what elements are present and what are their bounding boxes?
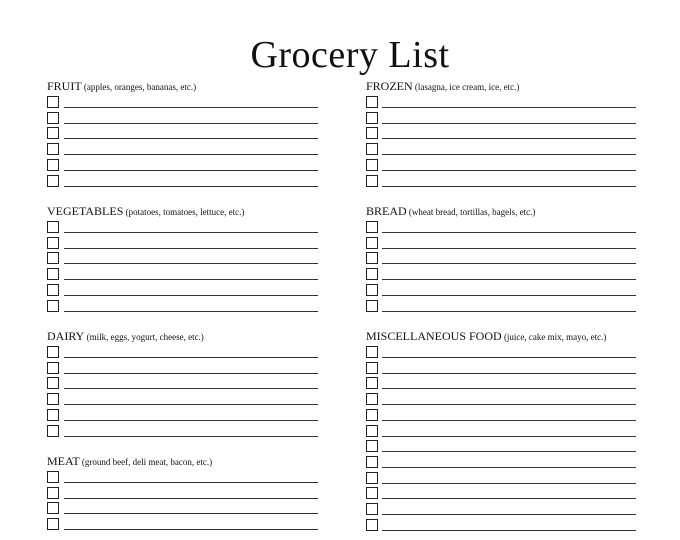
writing-line[interactable] bbox=[382, 498, 636, 499]
checkbox[interactable] bbox=[47, 96, 59, 108]
list-item bbox=[366, 377, 636, 391]
checkbox[interactable] bbox=[366, 284, 378, 296]
writing-line[interactable] bbox=[382, 404, 636, 405]
list-item bbox=[47, 237, 318, 251]
writing-line[interactable] bbox=[64, 373, 318, 374]
list-item bbox=[366, 284, 636, 298]
category-examples: (juice, cake mix, mayo, etc.) bbox=[501, 332, 607, 342]
checkbox[interactable] bbox=[366, 503, 378, 515]
list-item bbox=[47, 377, 318, 391]
checkbox[interactable] bbox=[366, 377, 378, 389]
checkbox[interactable] bbox=[366, 175, 378, 187]
list-item bbox=[47, 221, 318, 235]
list-item bbox=[366, 112, 636, 126]
checkbox[interactable] bbox=[47, 300, 59, 312]
writing-line[interactable] bbox=[64, 107, 318, 108]
list-item bbox=[47, 159, 318, 173]
writing-line[interactable] bbox=[382, 263, 636, 264]
list-item bbox=[47, 362, 318, 376]
checkbox[interactable] bbox=[47, 518, 59, 530]
writing-line[interactable] bbox=[382, 232, 636, 233]
checkbox[interactable] bbox=[47, 237, 59, 249]
section-header bbox=[366, 204, 535, 219]
writing-line[interactable] bbox=[64, 123, 318, 124]
checkbox[interactable] bbox=[47, 159, 59, 171]
writing-line[interactable] bbox=[382, 138, 636, 139]
list-item bbox=[47, 300, 318, 314]
writing-line[interactable] bbox=[64, 248, 318, 249]
list-item bbox=[366, 159, 636, 173]
checkbox[interactable] bbox=[47, 362, 59, 374]
list-item bbox=[366, 393, 636, 407]
checkbox[interactable] bbox=[47, 221, 59, 233]
list-item bbox=[47, 268, 318, 282]
section-header bbox=[366, 329, 606, 344]
category-examples: (ground beef, deli meat, bacon, etc.) bbox=[79, 457, 213, 467]
checkbox[interactable] bbox=[366, 127, 378, 139]
list-item bbox=[366, 96, 636, 110]
list-item bbox=[366, 175, 636, 189]
writing-line[interactable] bbox=[64, 138, 318, 139]
writing-line[interactable] bbox=[382, 311, 636, 312]
writing-line[interactable] bbox=[64, 154, 318, 155]
checkbox[interactable] bbox=[366, 440, 378, 452]
list-item bbox=[366, 409, 636, 423]
checkbox[interactable] bbox=[366, 300, 378, 312]
writing-line[interactable] bbox=[64, 529, 318, 530]
section-header bbox=[47, 329, 204, 344]
writing-line[interactable] bbox=[64, 279, 318, 280]
writing-line[interactable] bbox=[64, 388, 318, 389]
writing-line[interactable] bbox=[64, 482, 318, 483]
list-item bbox=[366, 425, 636, 439]
writing-line[interactable] bbox=[382, 186, 636, 187]
category-examples: (wheat bread, tortillas, bagels, etc.) bbox=[406, 207, 536, 217]
writing-line[interactable] bbox=[382, 279, 636, 280]
checkbox[interactable] bbox=[366, 159, 378, 171]
list-item bbox=[366, 237, 636, 251]
writing-line[interactable] bbox=[382, 483, 636, 484]
list-item bbox=[366, 300, 636, 314]
writing-line[interactable] bbox=[382, 357, 636, 358]
list-item bbox=[47, 96, 318, 110]
list-item bbox=[47, 487, 318, 501]
list-item bbox=[47, 112, 318, 126]
category-label: MEAT bbox=[47, 454, 80, 468]
list-item bbox=[366, 472, 636, 486]
checkbox[interactable] bbox=[366, 393, 378, 405]
checkbox[interactable] bbox=[366, 456, 378, 468]
list-item bbox=[366, 519, 636, 533]
category-label: DAIRY bbox=[47, 329, 85, 343]
category-label: FRUIT bbox=[47, 79, 82, 93]
list-item bbox=[366, 268, 636, 282]
category-examples: (lasagna, ice cream, ice, etc.) bbox=[412, 82, 520, 92]
list-item bbox=[47, 393, 318, 407]
list-item bbox=[366, 252, 636, 266]
writing-line[interactable] bbox=[64, 420, 318, 421]
writing-line[interactable] bbox=[64, 170, 318, 171]
checkbox[interactable] bbox=[366, 519, 378, 531]
checkbox[interactable] bbox=[47, 393, 59, 405]
writing-line[interactable] bbox=[382, 451, 636, 452]
list-item bbox=[47, 284, 318, 298]
checkbox[interactable] bbox=[47, 425, 59, 437]
list-item bbox=[366, 362, 636, 376]
writing-line[interactable] bbox=[64, 295, 318, 296]
checkbox[interactable] bbox=[47, 127, 59, 139]
checkbox[interactable] bbox=[47, 502, 59, 514]
list-item bbox=[47, 175, 318, 189]
category-examples: (milk, eggs, yogurt, cheese, etc.) bbox=[84, 332, 204, 342]
writing-line[interactable] bbox=[64, 263, 318, 264]
writing-line[interactable] bbox=[64, 311, 318, 312]
checkbox[interactable] bbox=[366, 409, 378, 421]
writing-line[interactable] bbox=[382, 388, 636, 389]
writing-line[interactable] bbox=[382, 123, 636, 124]
checkbox[interactable] bbox=[47, 409, 59, 421]
list-item bbox=[366, 503, 636, 517]
list-item bbox=[47, 502, 318, 516]
writing-line[interactable] bbox=[382, 373, 636, 374]
checkbox[interactable] bbox=[366, 472, 378, 484]
page-title: Grocery List bbox=[250, 34, 450, 76]
writing-line[interactable] bbox=[382, 170, 636, 171]
checkbox[interactable] bbox=[366, 268, 378, 280]
checkbox[interactable] bbox=[47, 377, 59, 389]
checkbox[interactable] bbox=[366, 237, 378, 249]
list-item bbox=[366, 143, 636, 157]
list-item bbox=[47, 252, 318, 266]
checkbox[interactable] bbox=[47, 471, 59, 483]
writing-line[interactable] bbox=[382, 467, 636, 468]
writing-line[interactable] bbox=[64, 513, 318, 514]
writing-line[interactable] bbox=[382, 530, 636, 531]
checkbox[interactable] bbox=[366, 221, 378, 233]
writing-line[interactable] bbox=[382, 107, 636, 108]
list-item bbox=[366, 346, 636, 360]
checkbox[interactable] bbox=[366, 143, 378, 155]
writing-line[interactable] bbox=[382, 436, 636, 437]
writing-line[interactable] bbox=[382, 248, 636, 249]
section-header bbox=[366, 79, 519, 94]
category-label: MISCELLANEOUS FOOD bbox=[366, 329, 502, 343]
checkbox[interactable] bbox=[366, 112, 378, 124]
writing-line[interactable] bbox=[64, 436, 318, 437]
checkbox[interactable] bbox=[366, 487, 378, 499]
section-header bbox=[47, 454, 212, 469]
checkbox[interactable] bbox=[47, 268, 59, 280]
writing-line[interactable] bbox=[64, 498, 318, 499]
checkbox[interactable] bbox=[47, 175, 59, 187]
list-item bbox=[47, 471, 318, 485]
checkbox[interactable] bbox=[47, 346, 59, 358]
writing-line[interactable] bbox=[382, 514, 636, 515]
checkbox[interactable] bbox=[366, 425, 378, 437]
list-item bbox=[47, 409, 318, 423]
category-label: FROZEN bbox=[366, 79, 413, 93]
list-item bbox=[47, 127, 318, 141]
checkbox[interactable] bbox=[47, 252, 59, 264]
checkbox[interactable] bbox=[366, 96, 378, 108]
list-item bbox=[47, 346, 318, 360]
category-label: VEGETABLES bbox=[47, 204, 124, 218]
section-header bbox=[47, 204, 244, 219]
checkbox[interactable] bbox=[47, 143, 59, 155]
category-examples: (potatoes, tomatoes, lettuce, etc.) bbox=[123, 207, 245, 217]
writing-line[interactable] bbox=[382, 295, 636, 296]
checkbox[interactable] bbox=[47, 284, 59, 296]
writing-line[interactable] bbox=[64, 404, 318, 405]
checkbox[interactable] bbox=[366, 252, 378, 264]
list-item bbox=[47, 425, 318, 439]
checkbox[interactable] bbox=[366, 346, 378, 358]
section-header bbox=[47, 79, 196, 94]
list-item bbox=[47, 143, 318, 157]
writing-line[interactable] bbox=[382, 420, 636, 421]
category-label: BREAD bbox=[366, 204, 407, 218]
list-item bbox=[366, 127, 636, 141]
writing-line[interactable] bbox=[64, 357, 318, 358]
writing-line[interactable] bbox=[64, 186, 318, 187]
list-item bbox=[366, 456, 636, 470]
writing-line[interactable] bbox=[382, 154, 636, 155]
writing-line[interactable] bbox=[64, 232, 318, 233]
checkbox[interactable] bbox=[47, 112, 59, 124]
checkbox[interactable] bbox=[47, 487, 59, 499]
checkbox[interactable] bbox=[366, 362, 378, 374]
list-item bbox=[366, 221, 636, 235]
list-item bbox=[47, 518, 318, 532]
list-item bbox=[366, 440, 636, 454]
list-item bbox=[366, 487, 636, 501]
category-examples: (apples, oranges, bananas, etc.) bbox=[81, 82, 197, 92]
